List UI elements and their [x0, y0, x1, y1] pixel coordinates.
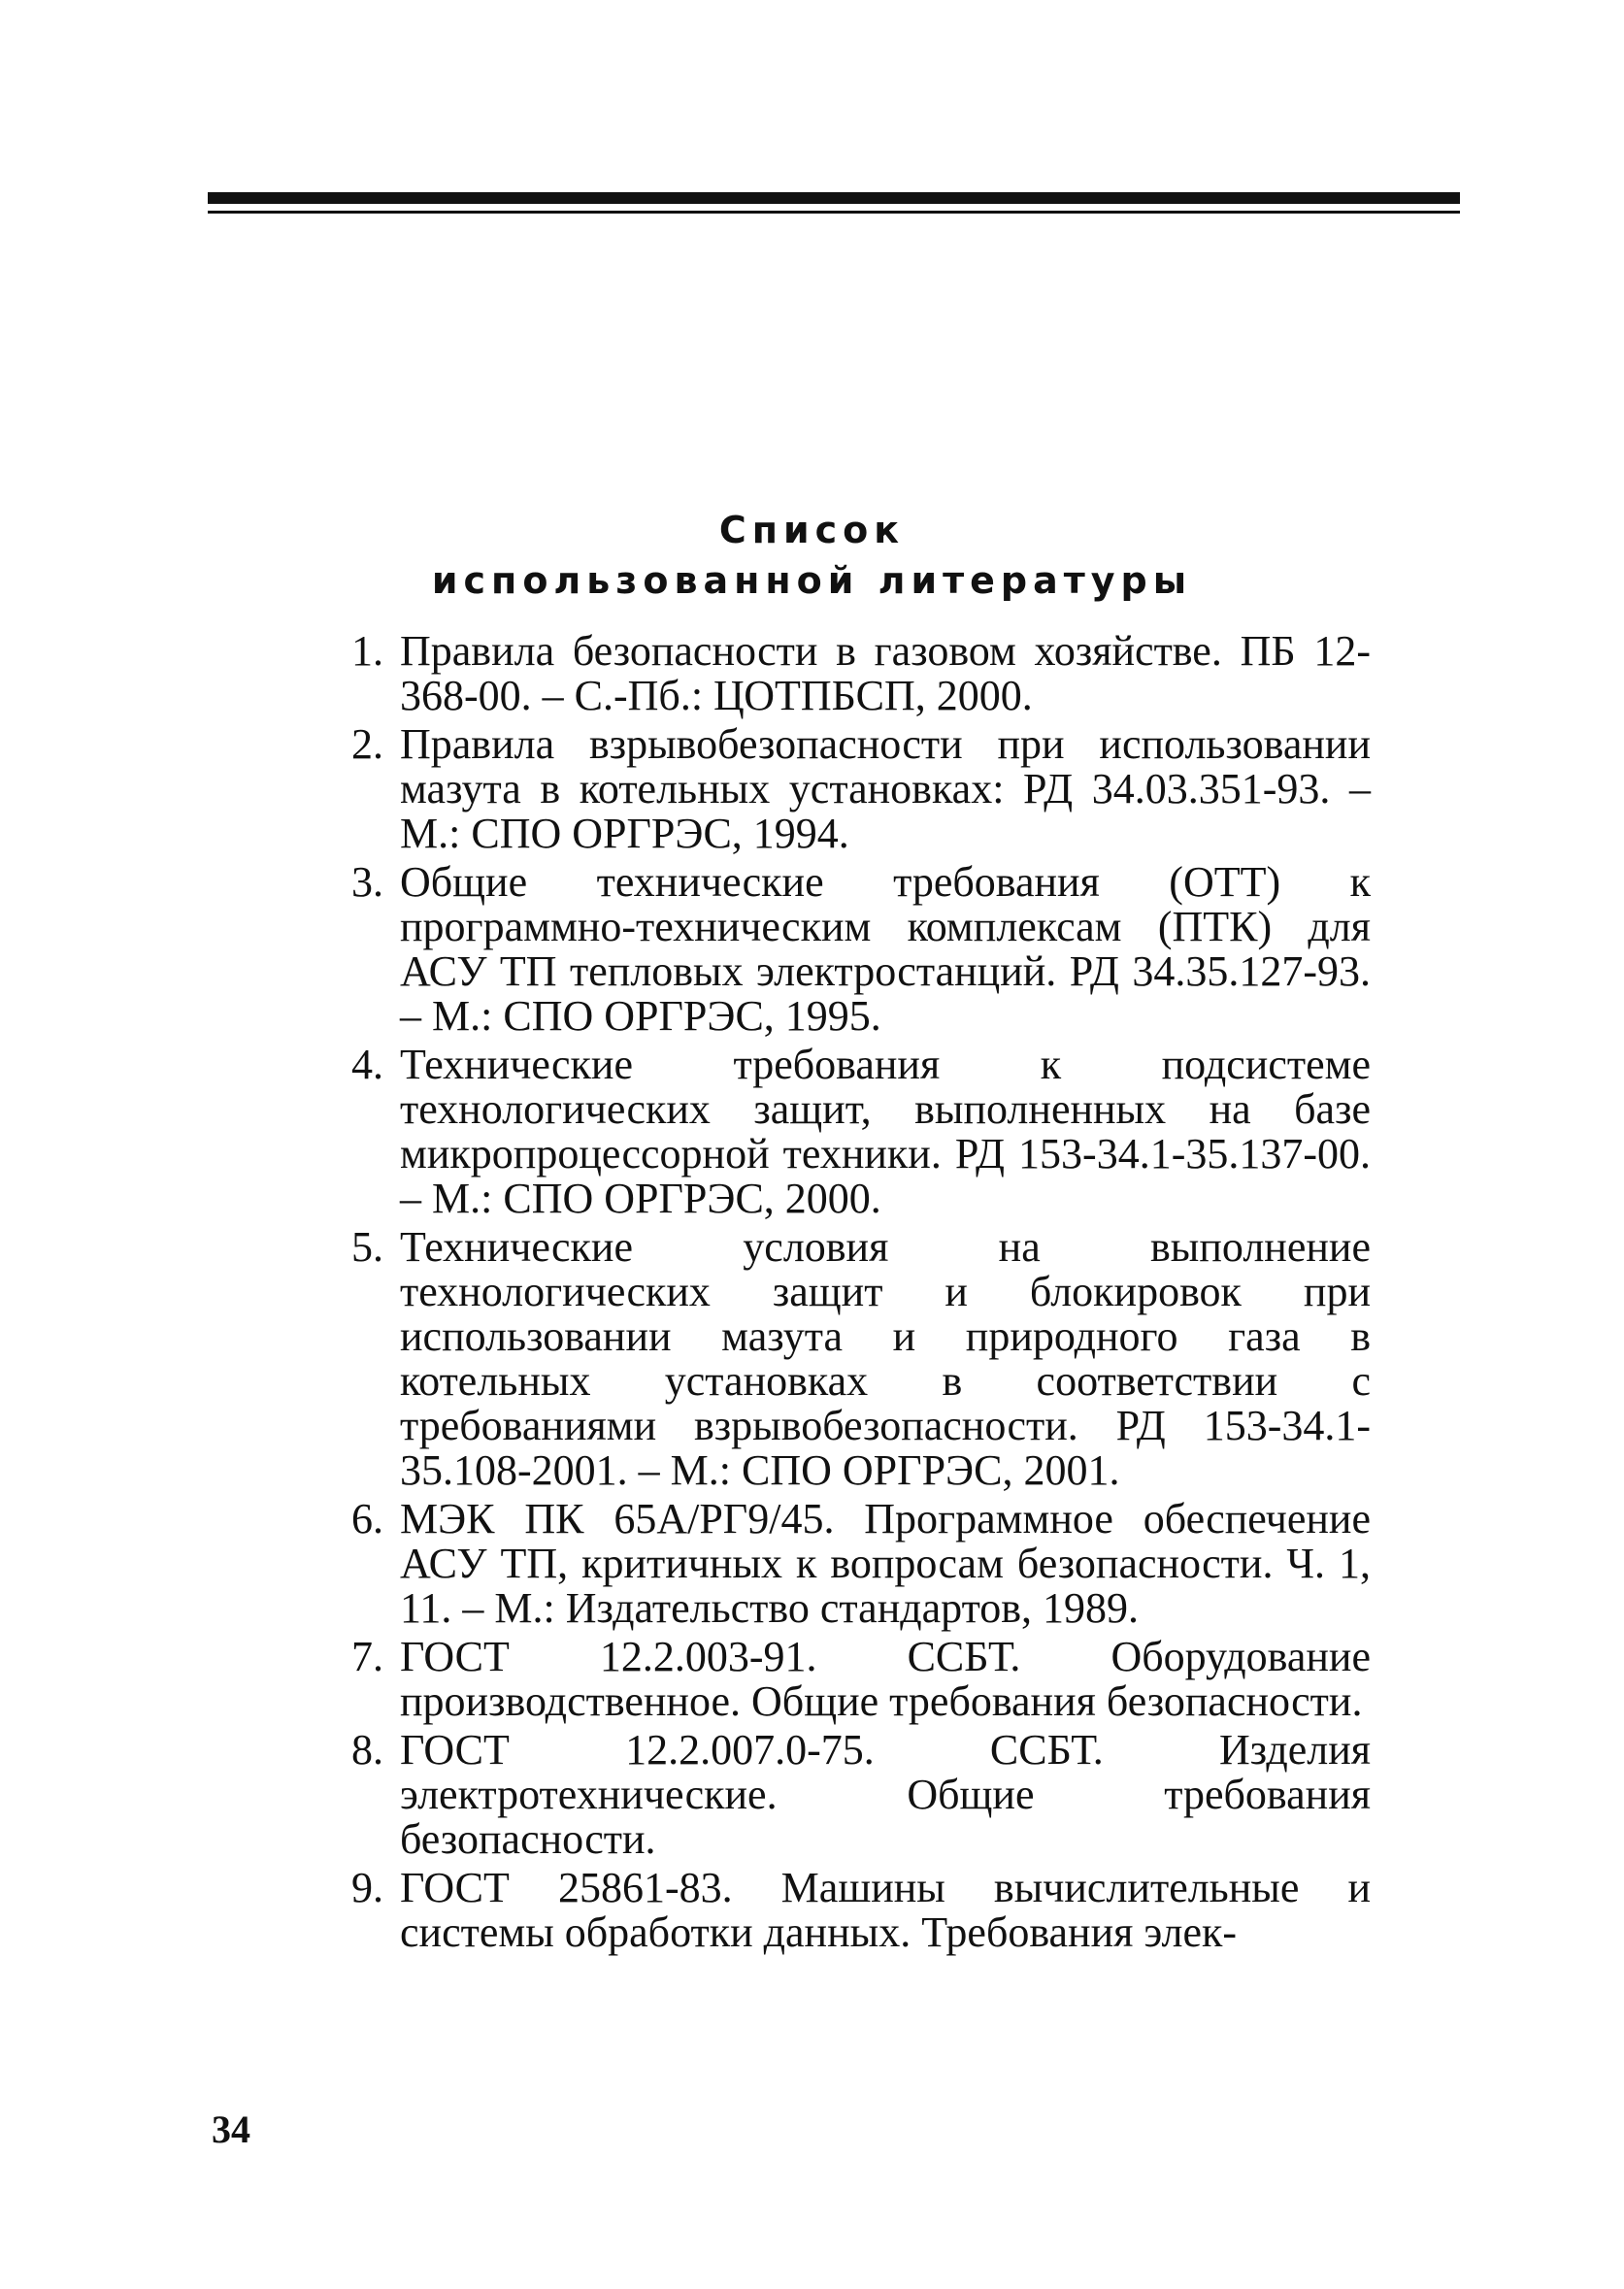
reference-item: [351, 1225, 1371, 1493]
reference-item: [351, 1497, 1371, 1631]
reference-text: Технические требования к подсистеме технологических защит, выполненных на базе микропроцессорной техники. РД 153-34.1-35.137-00. – М.: СПО ОРГРЭС, 2000.: [400, 1041, 1371, 1222]
reference-number: 2.: [351, 720, 383, 768]
reference-item: [351, 629, 1371, 718]
reference-item: [351, 1728, 1371, 1862]
reference-number: 3.: [351, 858, 383, 906]
reference-number: 5.: [351, 1223, 383, 1271]
reference-number: 8.: [351, 1726, 383, 1774]
reference-text: ГОСТ 25861-83. Машины вычислительные и системы обработки данных. Требования элек-: [400, 1864, 1371, 1956]
reference-text: ГОСТ 12.2.003-91. ССБТ. Оборудование производственное. Общие требования безопасности.: [400, 1633, 1371, 1725]
reference-number: 6.: [351, 1495, 383, 1543]
reference-item: [351, 1635, 1371, 1724]
reference-item: [351, 1043, 1371, 1221]
reference-text: Общие технические требования (ОТТ) к программно-техническим комплексам (ПТК) для АСУ ТП тепловых электростанций. РД 34.35.127-93. – М.: СПО ОРГРЭС, 1995.: [400, 858, 1371, 1040]
reference-item: [351, 722, 1371, 856]
section-title-line2: использованной литературы: [431, 559, 1193, 602]
header-rule-thick: [208, 192, 1460, 204]
reference-text: Правила безопасности в газовом хозяйстве. ПБ 12-368-00. – С.-Пб.: ЦОТПБСП, 2000.: [400, 627, 1371, 719]
reference-number: 4.: [351, 1041, 383, 1088]
reference-item: [351, 1866, 1371, 1955]
reference-number: 7.: [351, 1633, 383, 1680]
reference-item: [351, 860, 1371, 1039]
reference-text: ГОСТ 12.2.007.0-75. ССБТ. Изделия электротехнические. Общие требования безопасности.: [400, 1726, 1371, 1863]
reference-list: [351, 629, 1371, 1959]
page-number: 34: [212, 2107, 250, 2151]
section-title-line1: Список: [718, 509, 906, 551]
reference-text: МЭК ПК 65А/РГ9/45. Программное обеспечение АСУ ТП, критичных к вопросам безопасности. Ч. 1, 11. – М.: Издательство стандартов, 1989.: [400, 1495, 1371, 1632]
header-rule-thin: [208, 211, 1460, 214]
reference-text: Правила взрывобезопасности при использовании мазута в котельных установках: РД 34.03.351-93. – М.: СПО ОРГРЭС, 1994.: [400, 720, 1371, 857]
reference-number: 1.: [351, 627, 383, 675]
reference-text: Технические условия на выполнение технологических защит и блокировок при использовании мазута и природного газа в котельных установках в соответствии с требованиями взрывобезопасности. РД 153-34.1-35.108-2001. – М.: СПО ОРГРЭС, 2001.: [400, 1223, 1371, 1494]
reference-number: 9.: [351, 1864, 383, 1911]
